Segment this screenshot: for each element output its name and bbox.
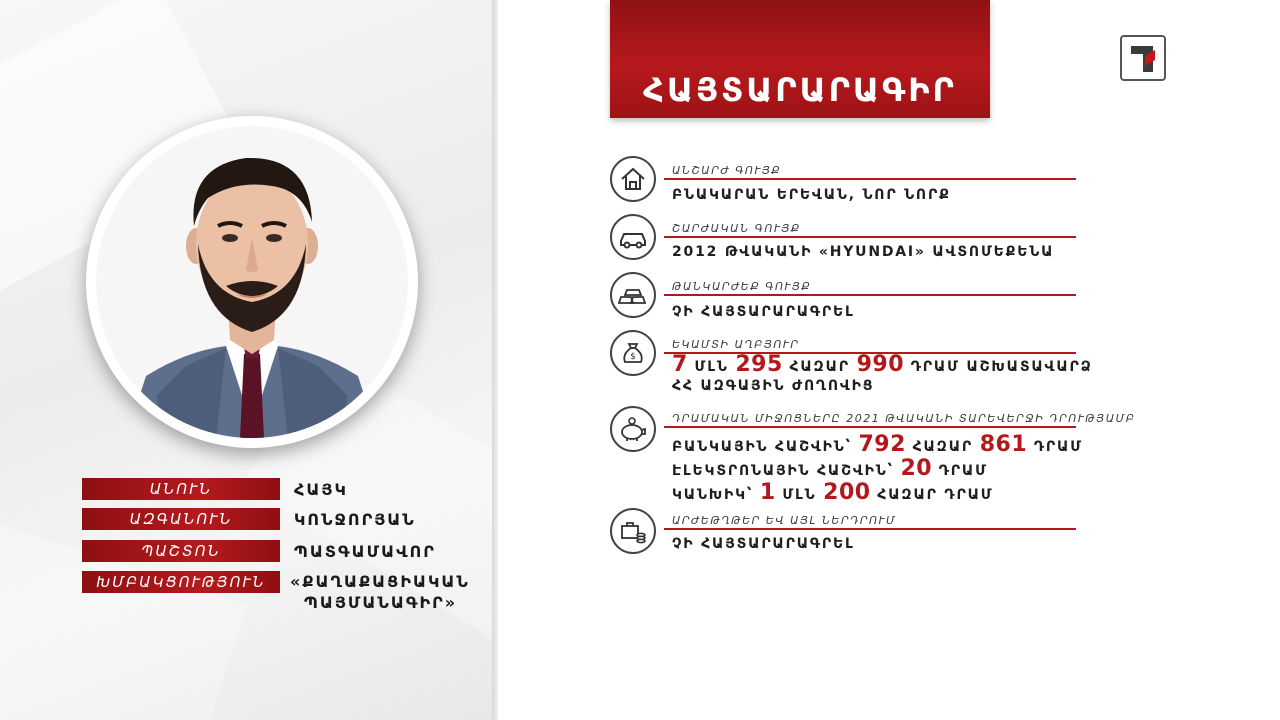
section-label-securities: ԱՐԺԵԹՂԹԵՐ ԵՎ ԱՅԼ ՆԵՐԴՐՈՒՄ [672,514,897,527]
briefcase-coins-icon [610,508,656,554]
profile-value-line: «ՔԱՂԱՔԱՑԻԱԿԱՆ [290,572,470,591]
section-label-valuables: ԹԱՆԿԱՐԺԵՔ ԳՈՒՅՔ [672,280,812,293]
cash-number: 792 [858,432,906,457]
cash-number: 20 [900,456,933,481]
cash-text: ԿԱՆԽԻԿ՝ [672,487,754,503]
svg-text:$: $ [630,352,636,362]
profile-value: ԿՈՆՋՈՐՅԱՆ [294,509,416,529]
profile-label: ԽՄԲԱԿՑՈՒԹՅՈՒՆ [82,571,280,593]
profile-row-faction [82,571,470,615]
section-value-income-source: ՀՀ ԱԶԳԱՅԻՆ ԺՈՂՈՎԻՑ [672,378,875,394]
section-label-income: ԵԿԱՄՏԻ ԱՂԲՅՈՒՐ [672,338,800,351]
section-value-securities: ՉԻ ՀԱՅՏԱՐԱՐԱԳՐԵԼ [672,536,855,552]
section-value-income [672,352,1093,377]
section-divider [664,236,1076,238]
section-divider [664,178,1076,180]
income-text: ԴՐԱՄ ԱՇԽԱՏԱՎԱՐՁ [910,359,1093,375]
piggy-bank-icon [610,406,656,452]
section-value-bank-account [672,432,1083,457]
header-banner [610,0,990,118]
profile-value-line: ՊԱՅՄԱՆԱԳԻՐ» [304,593,458,612]
money-bag-icon [610,330,656,376]
car-icon [610,214,656,260]
section-value-cash-in-hand [672,480,994,505]
profile-value [290,571,470,613]
page-title: ՀԱՅՏԱՐԱՐԱԳԻՐ [643,71,957,109]
profile-label: ԱԶԳԱՆՈՒՆ [82,508,280,530]
income-text: ՄԼՆ [694,359,729,375]
section-value-valuables: ՉԻ ՀԱՅՏԱՐԱՐԱԳՐԵԼ [672,304,855,320]
cash-text: ԴՐԱՄ [938,463,988,479]
profile-row-surname [82,508,416,530]
house-icon [610,156,656,202]
profile-row-name [82,478,348,500]
channel-logo-icon [1119,34,1167,82]
panel-divider [492,0,498,720]
income-number: 990 [856,352,905,377]
profile-value: ՀԱՅԿ [294,479,348,499]
section-value-electronic-account [672,456,988,481]
cash-text: ՄԼՆ [782,487,817,503]
cash-text: ԷԼԵԿՏՐՈՆԱՅԻՆ ՀԱՇՎԻՆ՝ [672,463,894,479]
section-value-real-estate: ԲՆԱԿԱՐԱՆ ԵՐԵՎԱՆ, ՆՈՐ ՆՈՐՔ [672,187,951,203]
profile-label: ՊԱՇՏՈՆ [82,540,280,562]
section-divider [664,294,1076,296]
section-label-cash: ԴՐԱՄԱԿԱՆ ՄԻՋՈՑՆԵՐԸ 2021 ԹՎԱԿԱՆԻ ՏԱՐԵՎԵՐՋԻ ԴՐՈՒԹՅԱՄԲ [672,412,1136,425]
cash-text: ԴՐԱՄ [1033,439,1083,455]
cash-number: 861 [979,432,1028,457]
portrait-photo [96,126,408,438]
income-number: 7 [672,352,688,377]
profile-value: ՊԱՏԳԱՄԱՎՈՐ [294,541,436,561]
cash-text: ՀԱԶԱՐ [912,439,974,455]
cash-text: ՀԱԶԱՐ ԴՐԱՄ [877,487,994,503]
section-label-real-estate: ԱՆՇԱՐԺ ԳՈՒՅՔ [672,164,782,177]
section-divider [664,426,1076,428]
portrait-frame [86,116,418,448]
cash-number: 200 [823,480,871,505]
profile-label: ԱՆՈՒՆ [82,478,280,500]
income-number: 295 [735,352,783,377]
profile-row-position [82,540,436,562]
section-divider [664,528,1076,530]
section-label-vehicle: ՇԱՐԺԱԿԱՆ ԳՈՒՅՔ [672,222,801,235]
section-value-vehicle: 2012 ԹՎԱԿԱՆԻ «HYUNDAI» ԱՎՏՈՄԵՔԵՆԱ [672,244,1055,260]
cash-number: 1 [759,480,776,505]
gold-bars-icon [610,272,656,318]
cash-text: ԲԱՆԿԱՅԻՆ ՀԱՇՎԻՆ՝ [672,439,852,455]
income-text: ՀԱԶԱՐ [789,359,850,375]
